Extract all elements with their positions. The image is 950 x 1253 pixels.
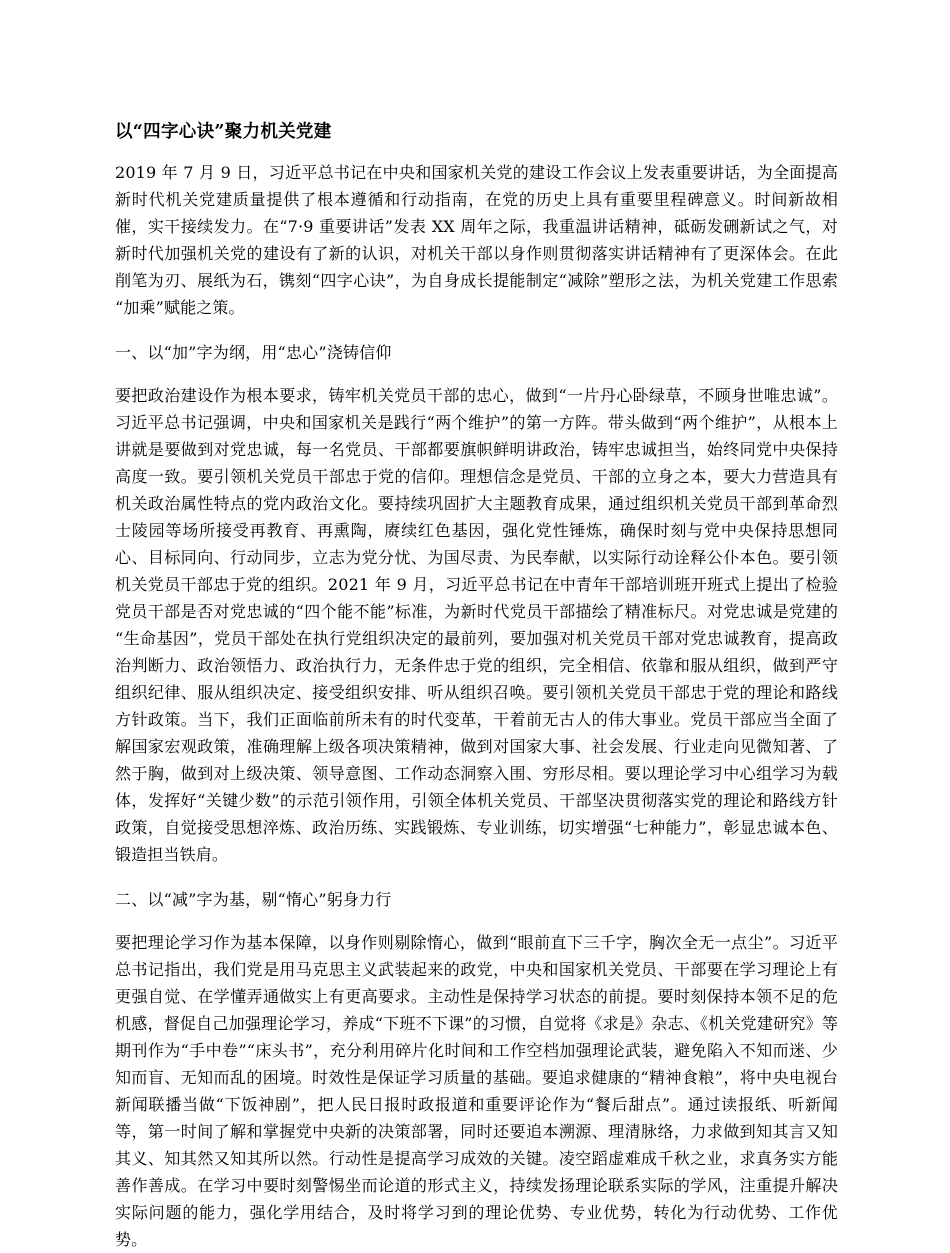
section-one-paragraph: 要把政治建设作为根本要求，铸牢机关党员干部的忠心，做到“一片丹心卧绿草，不顾身世唯忠诚”。习近平总书记强调，中央和国家机关是践行“两个维护”的第一方阵。带头做到“两个维护”，从根本上讲就是要做到对党忠诚，每一名党员、干部都要旗帜鲜明讲政治，铸牢忠诚担当，始终同党中央保持高度一致。要引领机关党员干部忠于党的信仰。理想信念是党员、干部的立身之本，要大力营造具有机关政治属性特点的党内政治文化。要持续巩固扩大主题教育成果，通过组织机关党员干部到革命烈士陵园等场所接受再教育、再熏陶，赓续红色基因，强化党性锤炼，确保时刻与党中央保持思想同心、目标同向、行动同步，立志为党分忧、为国尽责、为民奉献，以实际行动诠释公仆本色。要引领机关党员干部忠于党的组织。2021 年 9 月，习近平总书记在中青年干部培训班开班式上提出了检验党员干部是否对党忠诚的“四个能不能”标准，为新时代党员干部描绘了精准标尺。对党忠诚是党建的“生命基因”，党员干部处在执行党组织决定的最前列，要加强对机关党员干部对党忠诚教育，提高政治判断力、政治领悟力、政治执行力，无条件忠于党的组织，完全相信、依靠和服从组织，做到严守组织纪律、服从组织决定、接受组织安排、听从组织召唤。要引领机关党员干部忠于党的理论和路线方针政策。当下，我们正面临前所未有的时代变革，干着前无古人的伟大事业。党员干部应当全面了解国家宏观政策，准确理解上级各项决策精神，做到对国家大事、社会发展、行业走向见微知著、了然于胸，做到对上级决策、领导意图、工作动态洞察入围、穷形尽相。要以理论学习中心组学习为载体，发挥好“关键少数”的示范引领作用，引领全体机关党员、干部坚决贯彻落实党的理论和路线方针政策，自觉接受思想淬炼、政治历练、实践锻炼、专业训练，切实增强“七种能力”，彰显忠诚本色、锻造担当铁肩。 (115, 386, 838, 864)
section-two-paragraph: 要把理论学习作为基本保障，以身作则剔除惰心，做到“眼前直下三千字，胸次全无一点尘”。习近平总书记指出，我们党是用马克思主义武装起来的政党，中央和国家机关党员、干部要在学习理论上有更强自觉、在学懂弄通做实上有更高要求。主动性是保持学习状态的前提。要时刻保持本领不足的危机感，督促自己加强理论学习，养成“下班不下课”的习惯，自觉将《求是》杂志、《机关党建研究》等期刊作为“手中卷”“床头书”，充分利用碎片化时间和工作空档加强理论武装，避免陷入不知而迷、少知而盲、无知而乱的困境。时效性是保证学习质量的基础。要追求健康的“精神食粮”，将中央电视台新闻联播当做“下饭神剧”，把人民日报时政报道和重要评论作为“餐后甜点”。通过读报纸、听新闻等，第一时间了解和掌握党中央新的决策部署，同时还要追本溯源、理清脉络，力求做到知其言又知其义、知其然又知其所以然。行动性是提高学习成效的关键。凌空蹈虚难成千秋之业，求真务实方能善作善成。在学习中要时刻警惕坐而论道的形式主义，持续发扬理论联系实际的学风，注重提升解决实际问题的能力，强化学用结合，及时将学习到的理论优势、专业优势，转化为行动优势、工作优势。 (115, 933, 838, 1249)
section-heading-two: 二、以“减”字为基，剔“惰心”躬身力行 (115, 890, 392, 909)
intro-paragraph: 2019 年 7 月 9 日，习近平总书记在中央和国家机关党的建设工作会议上发表重要讲话，为全面提高新时代机关党建质量提供了根本遵循和行动指南，在党的历史上具有重要里程碑意义。时间新故相催，实干接续发力。在“7·9 重要讲话”发表 XX 周年之际，我重温讲话精神，砥砺发硎新试之气，对新时代加强机关党的建设有了新的认识，对机关干部以身作则贯彻落实讲话精神有了更深体会。在此削笔为刃、展纸为石，镌刻“四字心诀”，为自身成长提能制定“减除”塑形之法，为机关党建工作思索“加乘”赋能之策。 (115, 163, 838, 317)
page-title: 以“四字心诀”聚力机关党建 (115, 122, 332, 142)
section-heading-one: 一、以“加”字为纲，用“忠心”浇铸信仰 (115, 343, 392, 362)
